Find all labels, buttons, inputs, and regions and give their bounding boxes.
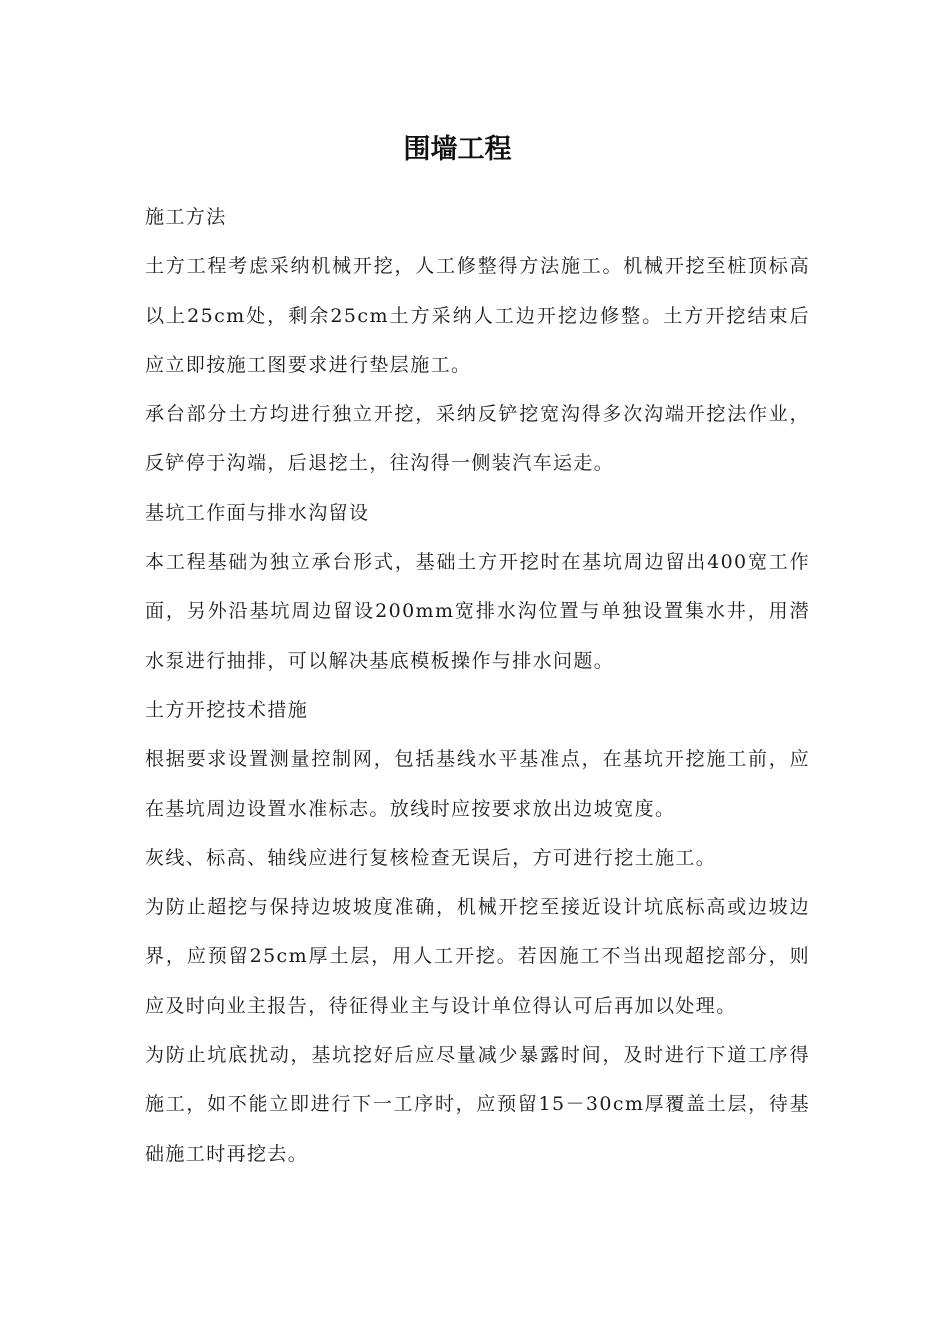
paragraph-cap-excavation: 承台部分土方均进行独立开挖，采纳反铲挖宽沟得多次沟端开挖法作业，反铲停于沟端，后退挖土，往沟得一侧装汽车运走。 (145, 403, 810, 475)
paragraph-overexcavation-prevention: 为防止超挖与保持边坡坡度准确，机械开挖至接近设计坑底标高或边坡边界，应预留25cm厚土层，用人工开挖。若因施工不当出现超挖部分，则应及时向业主报告，待征得业主与设计单位得认可后再加以处理。 (145, 896, 810, 1017)
paragraph-pit-bottom-protection: 为防止坑底扰动，基坑挖好后应尽量减少暴露时间，及时进行下道工序得施工，如不能立即进行下一工序时，应预留15－30cm厚覆盖土层，待基础施工时再挖去。 (145, 1044, 810, 1165)
paragraph-foundation-workface: 本工程基础为独立承台形式，基础土方开挖时在基坑周边留出400宽工作面，另外沿基坑周边留设200mm宽排水沟位置与单独设置集水井，用潜水泵进行抽排，可以解决基底模板操作与排水问题。 (145, 551, 810, 672)
paragraph-verification: 灰线、标高、轴线应进行复核检查无误后，方可进行挖土施工。 (145, 846, 717, 869)
paragraph-survey-control: 根据要求设置测量控制网，包括基线水平基准点，在基坑开挖施工前，应在基坑周边设置水准标志。放线时应按要求放出边坡宽度。 (145, 748, 810, 820)
paragraph-earthwork-method: 土方工程考虑采纳机械开挖，人工修整得方法施工。机械开挖至桩顶标高以上25cm处，剩余25cm土方采纳人工边开挖边修整。土方开挖结束后应立即按施工图要求进行垫层施工。 (145, 255, 810, 376)
document-body (145, 193, 810, 1179)
heading-pit-workface-drainage: 基坑工作面与排水沟留设 (145, 501, 370, 524)
document-title: 围墙工程 (403, 134, 512, 165)
heading-excavation-technical-measures: 土方开挖技术措施 (145, 698, 309, 721)
heading-construction-method: 施工方法 (145, 206, 227, 228)
